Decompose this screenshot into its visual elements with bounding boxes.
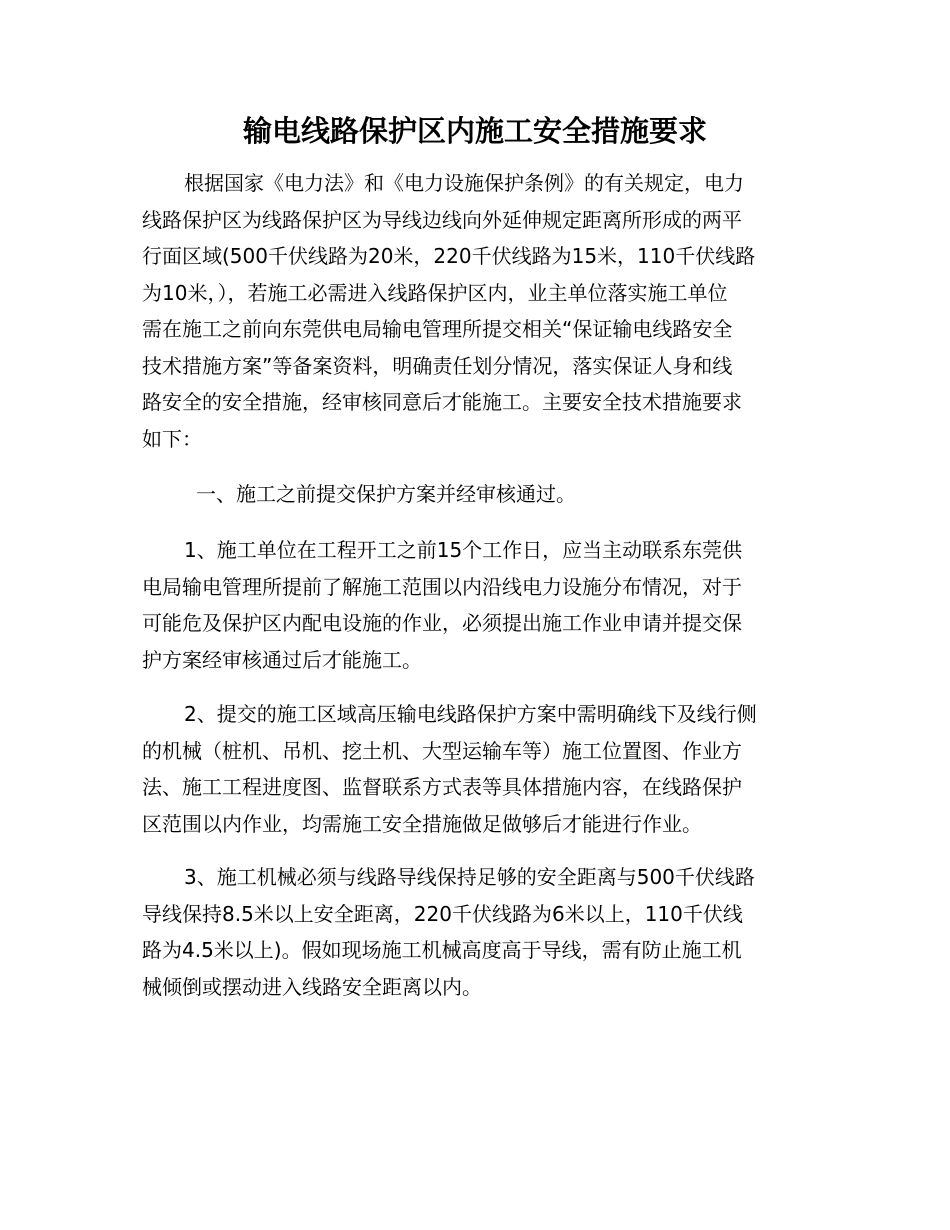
intro-line: 根据国家《电力法》和《电力设施保护条例》的有关规定，电力 — [184, 171, 744, 195]
item-2-line: 的机械（桩机、吊机、挖土机、大型运输车等）施工位置图、作业方 — [142, 738, 742, 763]
item-2-line: 2、提交的施工区域高压输电线路保护方案中需明确线下及线行侧 — [184, 702, 757, 726]
intro-paragraph — [142, 165, 806, 457]
intro-line: 行面区域(500千伏线路为20米，220千伏线路为15米，110千伏线路 — [142, 244, 756, 268]
intro-line: 为10米，），若施工必需进入线路保护区内，业主单位落实施工单位 — [142, 280, 728, 305]
item-1-line: 电局输电管理所提前了解施工范围以内沿线电力设施分布情况，对于 — [142, 574, 742, 599]
item-2-line: 区范围以内作业，均需施工安全措施做足做够后才能进行作业。 — [142, 811, 702, 836]
item-1-line: 1、施工单位在工程开工之前15个工作日，应当主动联系东莞供 — [184, 538, 743, 562]
intro-line: 路安全的安全措施，经审核同意后才能施工。主要安全技术措施要求 — [142, 390, 742, 414]
document-title: 输电线路保护区内施工安全措施要求 — [242, 114, 707, 148]
item-1-line: 护方案经审核通过后才能施工。 — [142, 647, 422, 672]
item-3-line: 械倾倒或摆动进入线路安全距离以内。 — [142, 974, 482, 999]
intro-line: 需在施工之前向东莞供电局输电管理所提交相关“保证输电线路安全 — [142, 317, 733, 341]
intro-line: 如下： — [142, 426, 202, 451]
section-heading: 一、施工之前提交保护方案并经审核通过。 — [196, 482, 576, 506]
intro-line: 线路保护区为线路保护区为导线边线向外延伸规定距离所形成的两平 — [142, 207, 742, 232]
item-2-line: 法、施工工程进度图、监督联系方式表等具体措施内容，在线路保护 — [142, 775, 742, 799]
item-1-line: 可能危及保护区内配电设施的作业，必须提出施工作业申请并提交保 — [142, 611, 742, 635]
item-3-line: 导线保持8.5米以上安全距离，220千伏线路为6米以上，110千伏线 — [142, 901, 743, 926]
item-3-line: 3、施工机械必须与线路导线保持足够的安全距离与500千伏线路 — [184, 865, 755, 889]
item-1-paragraph — [142, 532, 806, 678]
intro-line: 技术措施方案”等备案资料，明确责任划分情况，落实保证人身和线 — [142, 353, 733, 378]
item-3-paragraph — [142, 859, 806, 1005]
item-3-line: 路为4.5米以上)。假如现场施工机械高度高于导线，需有防止施工机 — [142, 938, 742, 962]
item-2-paragraph — [142, 696, 806, 842]
